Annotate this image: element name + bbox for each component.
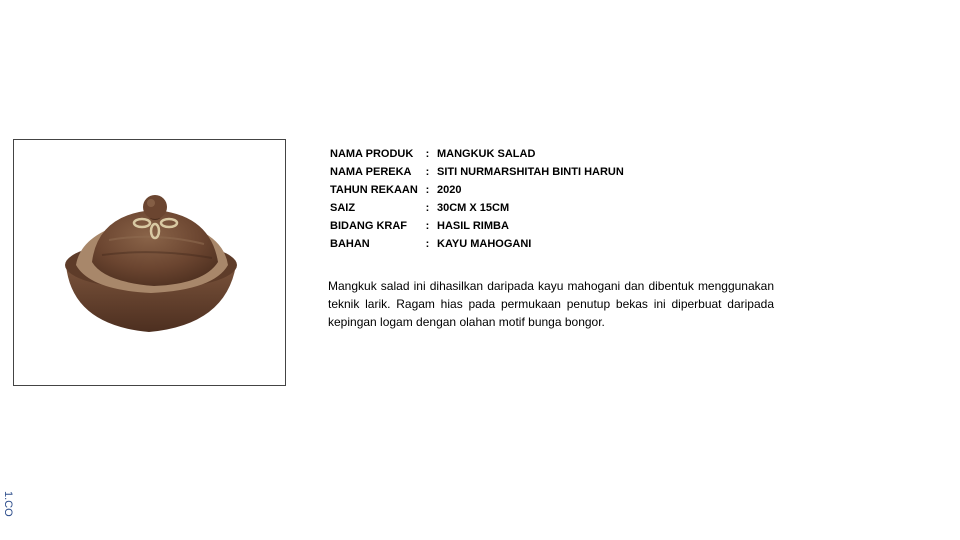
spec-label: BIDANG KRAF [330, 220, 407, 232]
spec-label: TAHUN REKAAN [330, 184, 418, 196]
spec-label: NAMA PRODUK [330, 148, 414, 160]
lid-dome [92, 210, 218, 286]
spec-row-product-name [327, 145, 627, 163]
spec-row-designer [327, 163, 627, 181]
spec-row-material [327, 235, 627, 253]
spec-value: 2020 [437, 184, 462, 196]
salad-bowl-illustration [14, 140, 285, 385]
spec-label: NAMA PEREKA [330, 166, 412, 178]
side-code-label: 1.CO [2, 491, 14, 517]
spec-colon: : [425, 238, 430, 250]
spec-colon: : [425, 220, 430, 232]
spec-label: BAHAN [330, 238, 370, 250]
spec-value: 30CM X 15CM [437, 202, 510, 214]
spec-row-craft-field [327, 217, 627, 235]
spec-colon: : [425, 202, 430, 214]
spec-row-size [327, 199, 627, 217]
knob [143, 195, 167, 219]
spec-value: HASIL RIMBA [437, 220, 509, 232]
spec-value: KAYU MAHOGANI [437, 238, 532, 250]
spec-value: SITI NURMARSHITAH BINTI HARUN [437, 166, 624, 178]
product-spec-table [327, 145, 627, 253]
product-photo [13, 139, 286, 386]
spec-value: MANGKUK SALAD [437, 148, 536, 160]
spec-colon: : [425, 148, 430, 160]
spec-colon: : [425, 184, 430, 196]
spec-label: SAIZ [330, 202, 356, 214]
product-description: Mangkuk salad ini dihasilkan daripada kayu mahogani dan dibentuk menggunakan teknik larik. Ragam hias pada permukaan penutup bekas ini diperbuat daripada kepingan logam dengan olahan motif bunga bongor. [328, 279, 774, 329]
spec-row-design-year [327, 181, 627, 199]
spec-colon: : [425, 166, 430, 178]
